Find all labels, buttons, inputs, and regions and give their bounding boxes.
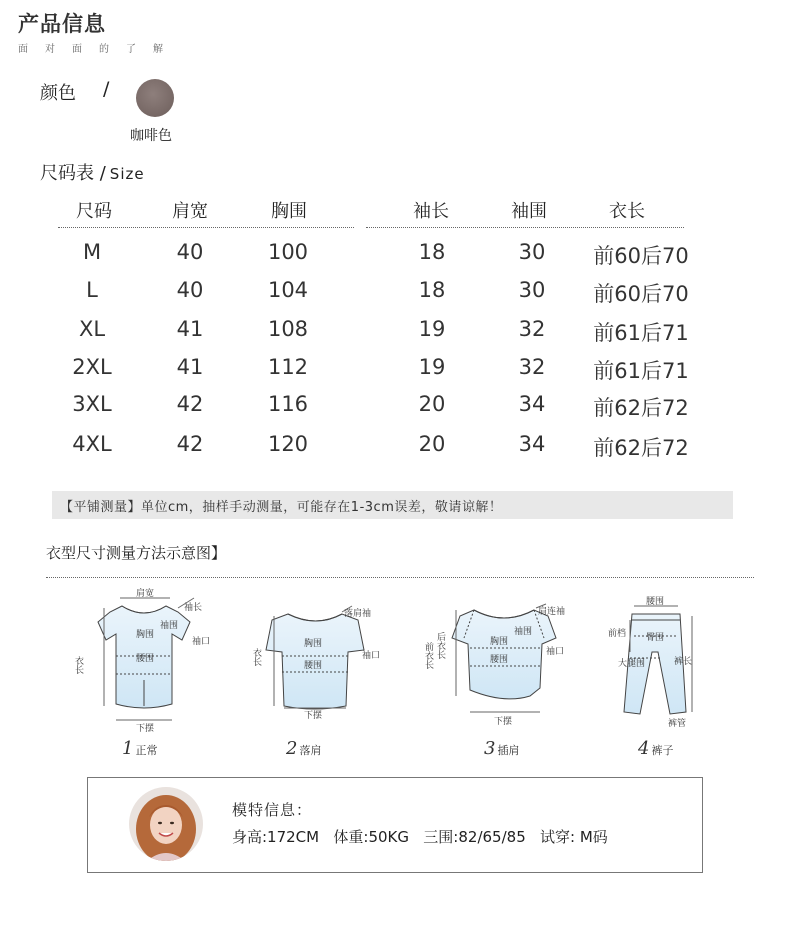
cell-sleeve-circ: 34: [518, 392, 546, 416]
fig3-waist-label: 腰围: [490, 655, 509, 665]
cell-sleeve-length: 19: [418, 317, 446, 341]
cell-sleeve-circ: 34: [518, 432, 546, 456]
fig1-shoulder-label: 肩宽: [136, 589, 155, 599]
cell-shoulder: 41: [176, 317, 204, 341]
fig4-waist-label: 腰围: [646, 597, 665, 607]
fig2-hem-label: 下摆: [304, 711, 323, 721]
cell-sleeve-length: 18: [418, 240, 446, 264]
size-chart-heading-en: Size: [109, 165, 145, 183]
col-header-sleeve-length: 袖长: [413, 201, 449, 222]
fig2-waist-label: 腰围: [304, 661, 323, 671]
cell-shoulder: 41: [176, 355, 204, 379]
fig4-front-rise-label: 前档: [608, 629, 627, 639]
cell-size: 2XL: [72, 355, 112, 379]
model-info-details: 身高:172CM 体重:50KG 三围:82/65/85 试穿: M码: [232, 828, 608, 846]
cell-sleeve-circ: 30: [518, 278, 546, 302]
cell-length: 前61后71: [593, 359, 689, 383]
fig3-back-length-label: 后衣长: [435, 632, 445, 659]
fig3-chest-label: 胸围: [490, 637, 509, 647]
cell-size: 4XL: [72, 432, 112, 456]
cell-length: 前61后71: [593, 321, 689, 345]
col-header-length: 衣长: [609, 201, 645, 222]
color-label: 颜色: [40, 83, 76, 104]
fig1-sleeve-label: 袖长: [184, 603, 203, 613]
fig4-thigh-label: 大腿围: [618, 659, 646, 669]
fig2-cuff-label: 袖口: [362, 651, 381, 661]
diagram-divider: [46, 577, 754, 578]
header-divider-left: [58, 227, 354, 228]
page-subtitle: 面对面的了解: [18, 44, 180, 55]
cell-length: 前62后72: [593, 396, 689, 420]
size-chart-heading-cn: 尺码表 /: [40, 163, 106, 184]
cell-shoulder: 42: [176, 392, 204, 416]
figure-caption-2: 2 落肩: [286, 738, 322, 759]
cell-length: 前60后70: [593, 282, 689, 306]
model-info-title: 模特信息：: [232, 801, 313, 819]
cell-length: 前60后70: [593, 244, 689, 268]
measurement-notice-text: 【平铺测量】单位cm，抽样手动测量，可能存在1-3cm误差，敬请谅解！: [60, 500, 503, 515]
cell-chest: 120: [267, 432, 309, 456]
cell-shoulder: 40: [176, 240, 204, 264]
fig3-raglan-label: 肩连袖: [538, 607, 566, 617]
col-header-size: 尺码: [76, 201, 112, 222]
col-header-sleeve-circ: 袖围: [511, 201, 547, 222]
fig3-cuff-label: 袖口: [546, 647, 565, 657]
diagram-title: 衣型尺寸测量方法示意图】: [46, 544, 227, 562]
cell-sleeve-length: 18: [418, 278, 446, 302]
cell-chest: 116: [267, 392, 309, 416]
cell-shoulder: 42: [176, 432, 204, 456]
fig3-hem-label: 下摆: [494, 717, 513, 727]
page-title: 产品信息: [18, 12, 106, 36]
cell-sleeve-circ: 30: [518, 240, 546, 264]
figure-caption-4: 4 裤子: [638, 738, 674, 759]
cell-size: M: [82, 240, 102, 264]
fig2-length-label: 衣长: [251, 648, 261, 666]
fig4-pants-length-label: 裤长: [674, 657, 693, 667]
figure-caption-1: 1 正常: [122, 738, 158, 759]
fig4-hip-label: 臀围: [646, 633, 665, 643]
fig1-sleeve-circ-label: 袖围: [160, 621, 179, 631]
cell-sleeve-circ: 32: [518, 317, 546, 341]
cell-sleeve-length: 20: [418, 392, 446, 416]
color-swatch[interactable]: [136, 79, 174, 117]
figure-caption-3: 3 插肩: [484, 738, 520, 759]
color-name: 咖啡色: [130, 128, 172, 144]
cell-size: XL: [78, 317, 106, 341]
cell-size: L: [86, 278, 98, 302]
fig1-waist-label: 腰围: [136, 654, 155, 664]
cell-shoulder: 40: [176, 278, 204, 302]
cell-chest: 104: [267, 278, 309, 302]
fig1-length-label: 衣长: [73, 656, 83, 674]
measurement-notice: [52, 491, 733, 519]
col-header-chest: 胸围: [271, 201, 307, 222]
measurement-diagrams: [60, 586, 720, 736]
fig1-cuff-label: 袖口: [192, 637, 211, 647]
fig2-chest-label: 胸围: [304, 639, 323, 649]
fig3-front-length-label: 前衣长: [423, 642, 433, 669]
figure-drop-shoulder: [266, 606, 364, 709]
cell-chest: 100: [267, 240, 309, 264]
fig1-chest-label: 胸围: [136, 630, 155, 640]
fig1-hem-label: 下摆: [136, 724, 155, 734]
cell-chest: 108: [267, 317, 309, 341]
fig2-drop-label: 落肩袖: [344, 609, 372, 619]
size-chart-heading: [40, 159, 145, 185]
cell-sleeve-length: 20: [418, 432, 446, 456]
fig4-leg-opening-label: 裤管: [668, 719, 687, 729]
color-slash: /: [103, 78, 110, 100]
cell-sleeve-length: 19: [418, 355, 446, 379]
cell-size: 3XL: [72, 392, 112, 416]
fig3-sleeve-circ-label: 袖围: [514, 627, 533, 637]
model-avatar: [129, 787, 203, 861]
cell-sleeve-circ: 32: [518, 355, 546, 379]
col-header-shoulder: 肩宽: [172, 201, 208, 222]
header-divider-right: [366, 227, 684, 228]
cell-chest: 112: [267, 355, 309, 379]
cell-length: 前62后72: [593, 436, 689, 460]
